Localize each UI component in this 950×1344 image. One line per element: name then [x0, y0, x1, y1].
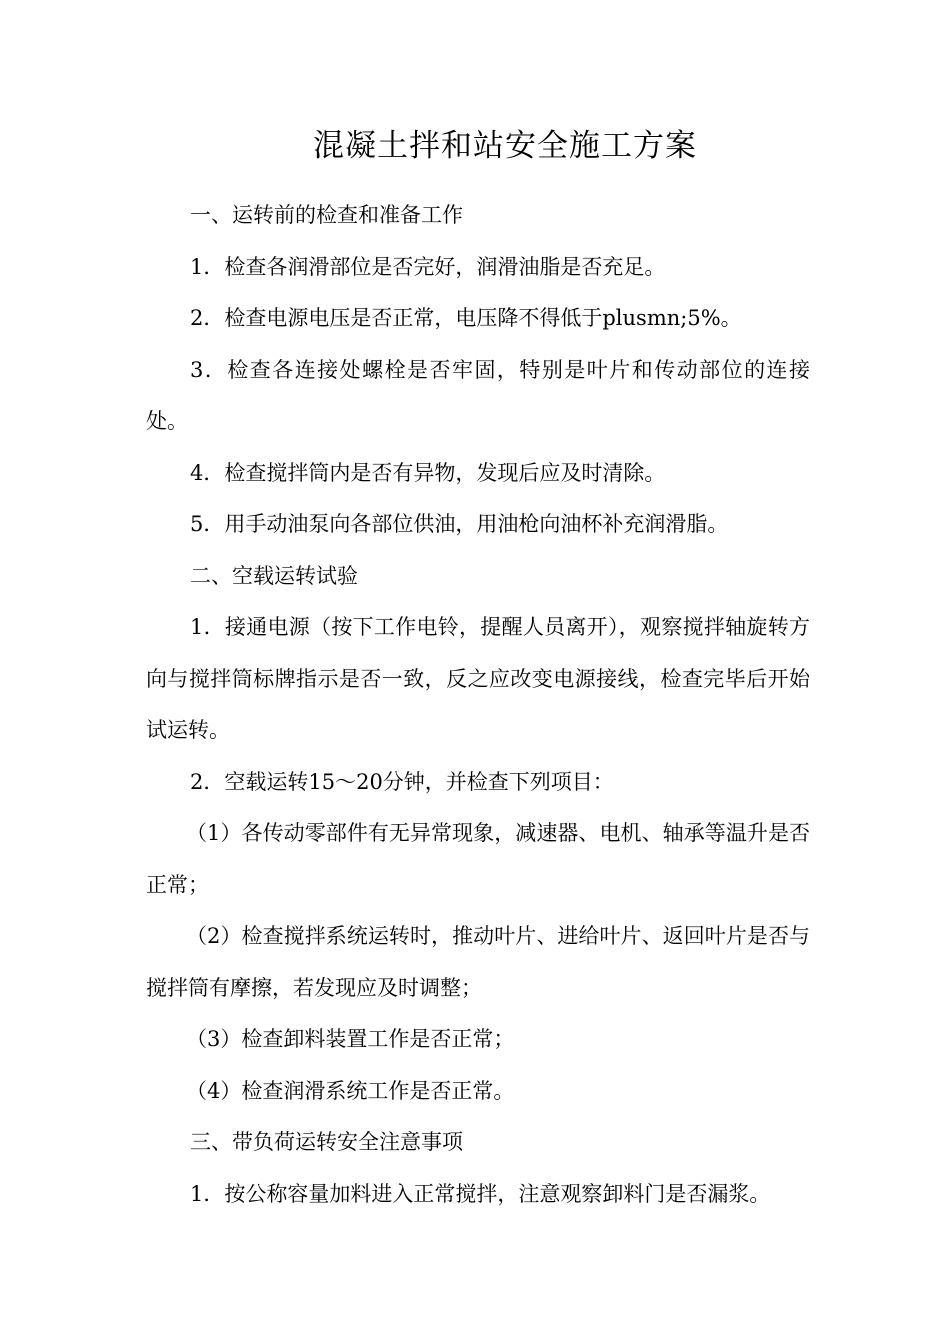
paragraph-2-1: 1．接通电源（按下工作电铃，提醒人员离开），观察搅拌轴旋转方向与搅拌筒标牌指示是否一致，反之应改变电源接线，检查完毕后开始试运转。: [146, 615, 810, 742]
document-body: [146, 190, 810, 1220]
paragraph-1-1: 1．检查各润滑部位是否完好，润滑油脂是否充足。: [190, 254, 666, 279]
section-heading-1: 一、运转前的检查和准备工作: [190, 203, 463, 227]
list-item-2-2-4: （4）检查润滑系统工作是否正常。: [186, 1078, 515, 1103]
section-heading-3: 三、带负荷运转安全注意事项: [190, 1130, 463, 1154]
list-item-2-2-1: （1）各传动零部件有无异常现象，减速器、电机、轴承等温升是否正常；: [146, 821, 810, 897]
list-item-2-2-2: （2）检查搅拌系统运转时，推动叶片、进给叶片、返回叶片是否与搅拌筒有摩擦，若发现应及时调整；: [146, 924, 810, 1000]
section-heading-2: 二、空载运转试验: [190, 563, 358, 588]
paragraph-1-2: 2．检查电源电压是否正常，电压降不得低于plusmn;5%。: [190, 306, 742, 330]
list-item-2-2-3: （3）检查卸料装置工作是否正常；: [186, 1027, 515, 1051]
paragraph-2-2: 2．空载运转15～20分钟，并检查下列项目：: [190, 769, 614, 794]
paragraph-1-5: 5．用手动油泵向各部位供油，用油枪向油杯补充润滑脂。: [190, 512, 729, 536]
paragraph-1-4: 4．检查搅拌筒内是否有异物，发现后应及时清除。: [190, 460, 666, 485]
paragraph-1-3: 3．检查各连接处螺栓是否牢固，特别是叶片和传动部位的连接处。: [146, 357, 810, 433]
document-title: 混凝土拌和站安全施工方案: [313, 128, 697, 164]
paragraph-3-1: 1．按公称容量加料进入正常搅拌，注意观察卸料门是否漏浆。: [190, 1181, 771, 1206]
